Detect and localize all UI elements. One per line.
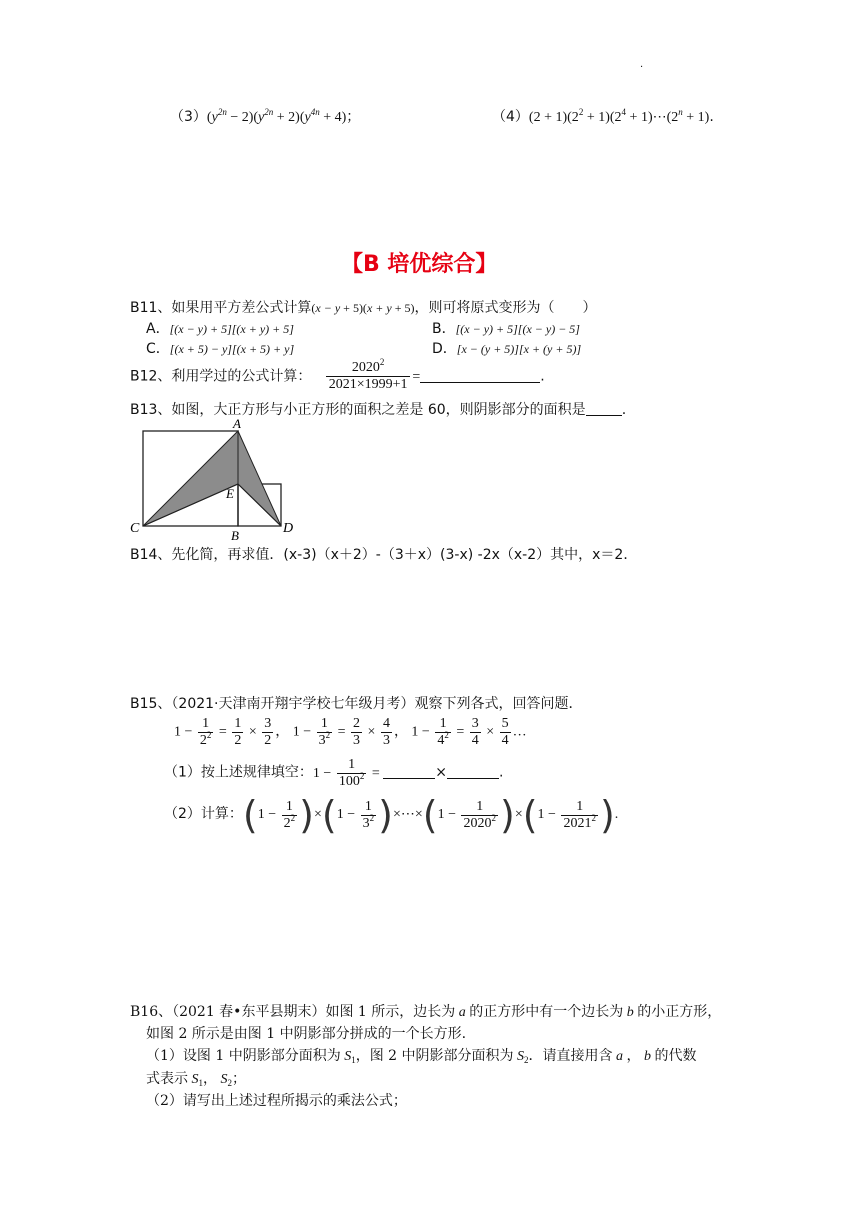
option-letter: B． <box>432 321 456 337</box>
label-a: A <box>233 416 241 431</box>
b14-question: B14、先化简，再求值．(x-3)（x＋2）-（3＋x）(3-x) -2x（x-2）其中，x＝2． <box>130 547 638 563</box>
b16-line-2: 如图 2 所示是由图 1 中阴影部分拼成的一个长方形. <box>146 1026 467 1042</box>
problem-3-expression: $(y^{2n} - 2)(y^{2n} + 2)(y^{4n} + 4)$ <box>206 107 347 125</box>
label-b: B <box>231 528 239 543</box>
b15-product-expression: (1 − $\frac{1}{2^2}$ )×(1 − $\frac{1}{3^2}$ )×⋯×(1 − $\frac{1}{2020^2}$ )×(1 − $\frac{1}{2021^2}$ ). <box>242 793 619 837</box>
b16-line-4: 式表示 $S_1$， $S_2$； <box>146 1071 246 1088</box>
b11-option-a <box>146 320 294 338</box>
label-c: C <box>130 521 140 536</box>
b16-line-5: （2）请写出上述过程所揭示的乘法公式； <box>146 1093 407 1109</box>
b12-label: B12、利用学过的公式计算： <box>130 368 312 385</box>
b15-part-1: （1）按上述规律填空：1 − $\frac{1}{100^2}$ = × . <box>164 757 504 789</box>
b11-label: B11、如果用平方差公式计算 <box>130 300 312 316</box>
b11-option-d <box>432 340 581 358</box>
b15-dots: … <box>512 724 527 740</box>
section-heading: 【B 培优综合】 <box>341 252 498 277</box>
b11-expression: (x − y + 5)(x + y + 5) <box>311 301 415 315</box>
b15-part-2 <box>164 793 619 837</box>
label-e: E <box>226 486 234 501</box>
b13-answer-blank[interactable] <box>586 401 622 416</box>
option-expression: [(x − y) + 5][(x + y) + 5] <box>169 322 294 336</box>
b15-times: × <box>435 764 447 781</box>
b15-pattern: 1 − $\frac{1}{2^2}$ = $\frac{1}{2}$ × $\frac{3}{2}$ ， 1 − $\frac{1}{3^2}$ = $\frac{2}{3}$ × $\frac{4}{3}$ ， 1 − $\frac{1}{4^2}$ = $\frac{3}{4}$ × $\frac{5}{4}$ … <box>174 716 527 748</box>
problem-3-tail: ； <box>346 109 361 125</box>
b12-end: . <box>540 368 545 385</box>
b11-question <box>130 299 596 317</box>
option-expression: [(x + 5) − y][(x + 5) + y] <box>169 342 295 356</box>
b16-line-3: （1）设图 1 中阴影部分面积为 $S_1$，图 2 中阴影部分面积为 $S_2$．请直接用含 a ， b 的代数 <box>146 1048 697 1065</box>
b13-end: . <box>621 402 627 418</box>
b15-cdots: ×⋯× <box>392 807 423 823</box>
b12-denominator: 2021×1999+1 <box>328 377 408 392</box>
option-expression: [x − (y + 5)][x + (y + 5)] <box>456 342 582 356</box>
problem-4-tail: . <box>709 109 714 125</box>
b12-equals: = <box>412 369 421 385</box>
b13-text: B13、如图，大正方形与小正方形的面积之差是 60，则阴影部分的面积是 <box>130 402 586 418</box>
b15-part-1-label: （1）按上述规律填空： <box>164 764 313 781</box>
option-letter: A． <box>146 321 170 337</box>
option-expression: [(x − y) + 5][(x − y) − 5] <box>455 322 580 336</box>
b12-question <box>130 357 545 393</box>
label-d: D <box>283 521 294 536</box>
problem-4-label: （4） <box>492 109 529 125</box>
option-letter: D． <box>432 341 457 357</box>
b11-option-b <box>432 320 580 338</box>
problem-4 <box>492 106 714 126</box>
b16-line-1: B16、（2021 春•东平县期末）如图 1 所示，边长为 a 的正方形中有一个边长为 b 的小正方形， <box>130 1004 722 1020</box>
shaded-region-left <box>143 431 238 526</box>
b12-answer-blank[interactable] <box>420 368 540 383</box>
b15-blank-2[interactable] <box>447 764 499 779</box>
problem-4-expression: $(2 + 1)(2^2 + 1)(2^4$ + $1)\cdots(2^n + 1)$ <box>528 107 710 125</box>
problem-3-label: （3） <box>170 109 207 125</box>
b15-blank-1[interactable] <box>383 764 435 779</box>
b12-fraction: $\frac{2020^2}{2021\times 1999+1}$ <box>326 360 411 393</box>
squares-figure <box>125 414 305 544</box>
corner-mark: . <box>640 59 644 70</box>
b11-option-c <box>146 340 294 358</box>
b15-part-2-label: （2）计算： <box>164 806 243 823</box>
b12-numerator: 2020 <box>351 360 380 375</box>
problem-3 <box>170 106 360 126</box>
b11-suffix: ，则可将原式变形为（ ） <box>414 300 597 316</box>
option-letter: C． <box>146 341 170 357</box>
shaded-region-right <box>238 431 281 526</box>
b15-question: B15、（2021·天津南开翔宇学校七年级月考）观察下列各式，回答问题． <box>130 696 583 712</box>
